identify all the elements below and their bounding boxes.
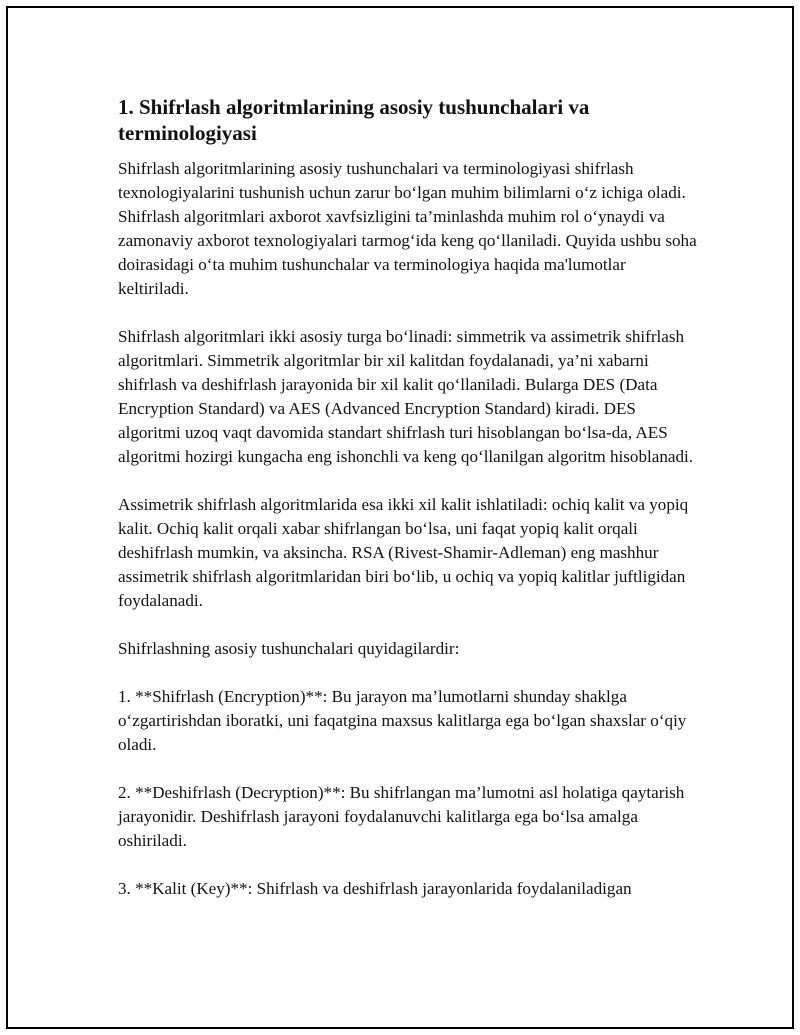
list-item-encryption: 1. **Shifrlash (Encryption)**: Bu jarayon ma’lumotlarni shunday shaklga o‘zgartirishdan iboratki, uni faqatgina maxsus kalitlarga ega bo‘lgan shaxslar o‘qiy oladi. [118,687,687,754]
list-item-decryption: 2. **Deshifrlash (Decryption)**: Bu shifrlangan ma’lumotni asl holatiga qaytarish jarayonidir. Deshifrlash jarayoni foydalanuvchi kalitlarga ega bo‘lsa amalga oshiriladi. [118,783,685,850]
document-title: 1. Shifrlash algoritmlarining asosiy tushunchalari va terminologiyasi [118,95,590,145]
paragraph-concepts-intro: Shifrlashning asosiy tushunchalari quyidagilardir: [118,639,460,658]
paragraph-intro: Shifrlash algoritmlarining asosiy tushunchalari va terminologiyasi shifrlash texnologiyalarini tushunish uchun zarur bo‘lgan muhim bilimlarni o‘z ichiga oladi. Shifrlash algoritmlari axborot xavfsizligini ta’minlashda muhim rol o‘ynaydi va zamonaviy axborot texnologiyalari tarmog‘ida keng qo‘llaniladi. Quyida ushbu soha doirasidagi o‘ta muhim tushunchalar va terminologiya haqida ma'lumotlar keltiriladi. [118,159,697,298]
paragraph-asymmetric: Assimetrik shifrlash algoritmlarida esa ikki xil kalit ishlatiladi: ochiq kalit va yopiq kalit. Ochiq kalit orqali xabar shifrlangan bo‘lsa, uni faqat yopiq kalit orqali deshifrlash mumkin, va aksincha. RSA (Rivest-Shamir-Adleman) eng mashhur assimetrik shifrlash algoritmlaridan biri bo‘lib, u ochiq va yopiq kalitlar juftligidan foydalanadi. [118,495,689,610]
list-item-key: 3. **Kalit (Key)**: Shifrlash va deshifrlash jarayonlarida foydalaniladigan [118,879,632,898]
document-body [118,94,698,925]
paragraph-symmetric: Shifrlash algoritmlari ikki asosiy turga bo‘linadi: simmetrik va assimetrik shifrlash algoritmlari. Simmetrik algoritmlar bir xil kalitdan foydalanadi, ya’ni xabarni shifrlash va deshifrlash jarayonida bir xil kalit qo‘llaniladi. Bulargа DES (Data Encryption Standard) va AES (Advanced Encryption Standard) kiradi. DES algoritmi uzoq vaqt davomida standart shifrlash turi hisoblangan bo‘lsa-da, AES algoritmi hozirgi kungacha eng ishonchli va keng qo‘llanilgan algoritm hisoblanadi. [118,327,694,466]
